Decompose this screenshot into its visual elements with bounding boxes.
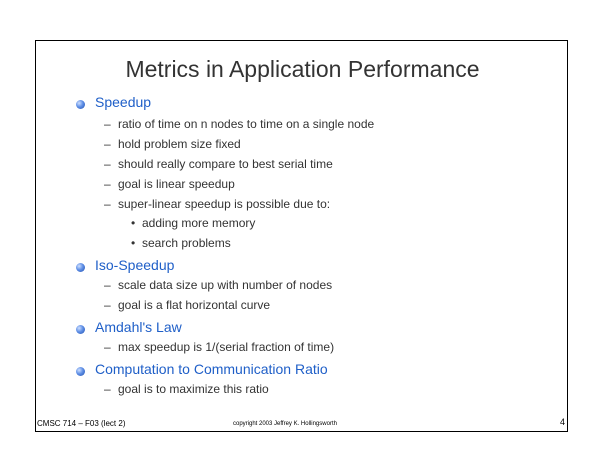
bullet-icon: [76, 100, 85, 109]
sub-item: should really compare to best serial time: [118, 157, 333, 171]
dash-icon: –: [104, 382, 111, 396]
dash-icon: –: [104, 298, 111, 312]
bullet-icon: [76, 263, 85, 272]
sub-item: max speedup is 1/(serial fraction of time): [118, 340, 335, 354]
dash-icon: –: [104, 117, 111, 131]
dash-icon: –: [104, 197, 111, 211]
sub-item: goal is a flat horizontal curve: [118, 298, 271, 312]
subsub-item: adding more memory: [142, 216, 256, 230]
sub-item: scale data size up with number of nodes: [118, 278, 333, 292]
footer-course: CMSC 714 – F03 (lect 2): [37, 419, 126, 428]
sub-item: super-linear speedup is possible due to:: [118, 197, 331, 211]
sub-item: hold problem size fixed: [118, 137, 241, 151]
bullet-iso-speedup: Iso-Speedup: [95, 257, 175, 273]
bullet-speedup: Speedup: [95, 94, 152, 110]
dash-icon: –: [104, 278, 111, 292]
sub-item: ratio of time on n nodes to time on a single node: [118, 117, 375, 131]
bullet-icon: [76, 325, 85, 334]
dash-icon: –: [104, 340, 111, 354]
dash-icon: –: [104, 177, 111, 191]
small-dot-icon: •: [131, 216, 136, 230]
sub-item: goal is linear speedup: [118, 177, 235, 191]
small-dot-icon: •: [131, 236, 136, 250]
bullet-amdahls-law: Amdahl's Law: [95, 319, 182, 335]
bullet-comp-comm-ratio: Computation to Communication Ratio: [95, 361, 328, 377]
page-number: 4: [560, 417, 566, 427]
subsub-item: search problems: [142, 236, 231, 250]
dash-icon: –: [104, 157, 111, 171]
footer-copyright: copyright 2003 Jeffrey K. Hollingsworth: [233, 421, 337, 427]
dash-icon: –: [104, 137, 111, 151]
slide-title: Metrics in Application Performance: [125, 56, 480, 82]
sub-item: goal is to maximize this ratio: [118, 382, 269, 396]
bullet-icon: [76, 367, 85, 376]
